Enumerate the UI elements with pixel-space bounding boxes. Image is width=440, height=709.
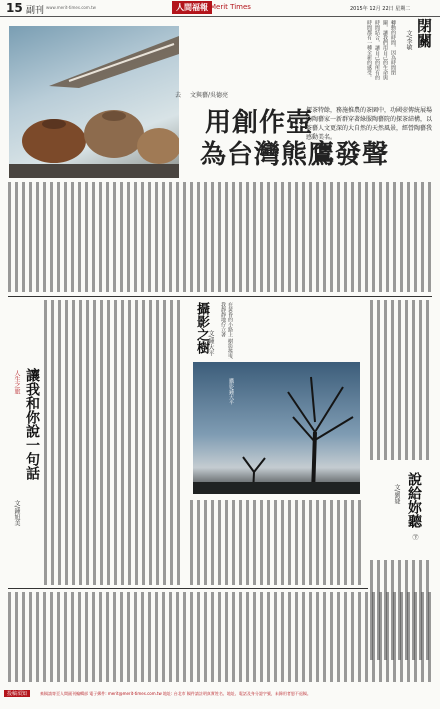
tree-photo [193, 362, 360, 494]
column-byline-tree: 文/鍾大平 [207, 330, 214, 357]
column-title-tree: 攝影之樹 [194, 302, 209, 354]
divider [8, 296, 432, 297]
divider [8, 588, 368, 589]
bottom-body-text [8, 592, 432, 682]
column-body-listen-top [370, 300, 432, 460]
tree-illustration [193, 362, 360, 494]
newspaper-logo: 人間福報 [172, 1, 212, 14]
issue-date: 2015年 12月 22日 星期二 [350, 6, 411, 12]
feature-title-line1: 用創作壺 [205, 108, 314, 138]
feature-intro: 探茶特餘，務施推農的茶園中，功國壺傳統展場的陶藝家一新群穿著綠服陶藝院的探茶結構，以茶藝人文更深的大自然的天然風景，經營陶藝我感動美名。 [306, 107, 433, 141]
tree-photo-caption: 攝影/鍾大平 [228, 378, 234, 405]
column-title-closed: 閉關 [415, 18, 433, 48]
column-body-speak [44, 300, 184, 585]
feature-body-text [8, 182, 432, 292]
column-lead-closed: 轉動的時間，因為時間閉關，讓我們用自己的生命與時間結合，讓自己的所有的時間都有一種全新的感受。 [366, 20, 396, 80]
column-title-listen: 說給妳聽 [406, 472, 422, 528]
footer-text: 來稿請寄至人間副刊編輯部 電子郵件: merit@merit-times.com.tw 地址: 台北市 稿件請註明真實姓名、地址、電話及身分證字號，未錄用者恕不退稿。 [40, 691, 311, 696]
footer-tag: 投稿須知 [4, 690, 30, 697]
photo-caption-label: 去 [175, 92, 182, 99]
column-tag-listen: ㊦ [411, 534, 418, 540]
feature-title-line2: 為台灣熊鷹發聲 [200, 140, 390, 170]
teapot-photo [9, 26, 182, 178]
section-name: 副刊 [26, 6, 45, 16]
site-url[interactable]: www.merit-times.com.tw [46, 5, 96, 10]
column-byline-listen: 文/劉婕 [393, 484, 400, 505]
column-poem-tree: 在黃昏的小路上 樹影搖曳 我靜靜地佇立著 [220, 302, 233, 359]
column-body-tree [190, 500, 365, 585]
photo-caption: 文與藝/吳德亮 [190, 92, 229, 99]
column-byline-speak: 文/鍾旭美 [13, 500, 20, 527]
newspaper-logo-en: Merit Times [210, 3, 251, 11]
teapot-illustration [9, 26, 182, 178]
column-side-label-speak: 人生之旅 [13, 370, 20, 394]
column-byline-closed: 文/李敏 [405, 30, 412, 51]
column-title-speak: 讓我和你說一句話 [24, 368, 40, 480]
page-number: 15 [6, 1, 23, 15]
